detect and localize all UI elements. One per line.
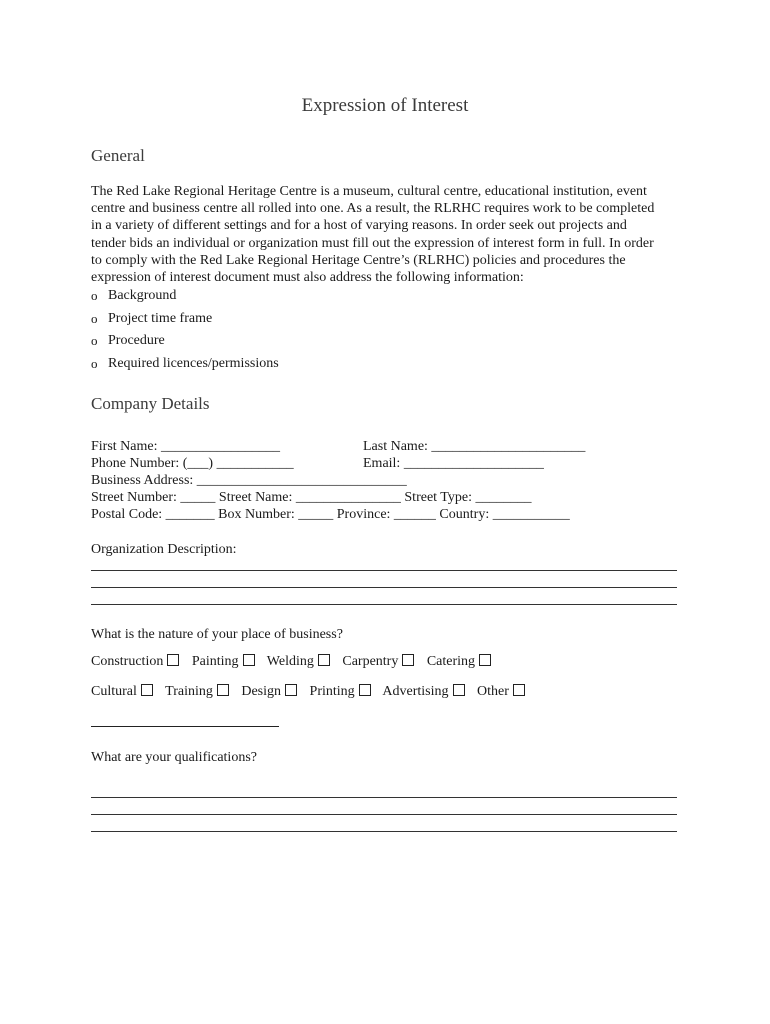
checkbox[interactable] xyxy=(359,684,371,696)
qualifications-line[interactable] xyxy=(91,831,677,832)
option-printing[interactable] xyxy=(310,684,371,699)
option-other[interactable] xyxy=(477,684,525,699)
paragraph-line: to comply with the Red Lake Regional Heritage Centre’s (RLRHC) policies and procedures the xyxy=(91,252,626,268)
checkbox[interactable] xyxy=(217,684,229,696)
option-label: Design xyxy=(241,684,282,699)
business-address-field[interactable]: Business Address: ______________________________ xyxy=(91,473,407,488)
section-heading-company: Company Details xyxy=(91,394,210,413)
general-paragraph xyxy=(91,183,691,286)
paragraph-line: expression of interest document must also address the following information: xyxy=(91,270,524,286)
bullet-mark: o xyxy=(91,356,98,372)
option-label: Training xyxy=(165,684,213,699)
paragraph-line: in a variety of different settings and for a host of varying reasons. In order seek out projects and xyxy=(91,218,627,234)
bullet-mark: o xyxy=(91,333,98,349)
checkbox[interactable] xyxy=(402,654,414,666)
email-field[interactable]: Email: ____________________ xyxy=(363,456,544,471)
business-type-row-1 xyxy=(91,653,500,670)
checkbox[interactable] xyxy=(285,684,297,696)
option-label: Other xyxy=(477,684,509,699)
bullet-mark: o xyxy=(91,310,98,326)
checkbox[interactable] xyxy=(479,654,491,666)
option-label: Cultural xyxy=(91,684,137,699)
option-label: Advertising xyxy=(382,684,449,699)
option-label: Welding xyxy=(266,654,314,669)
paragraph-line: The Red Lake Regional Heritage Centre is a museum, cultural centre, educational institution, event xyxy=(91,184,647,199)
list-item xyxy=(91,355,279,378)
option-carpentry[interactable] xyxy=(342,654,414,669)
option-training[interactable] xyxy=(165,684,229,699)
qualifications-line[interactable] xyxy=(91,797,677,798)
page-title: Expression of Interest xyxy=(301,95,469,116)
org-description-line[interactable] xyxy=(91,570,677,571)
checkbox[interactable] xyxy=(141,684,153,696)
bullet-text: Required licences/permissions xyxy=(108,356,279,372)
org-description-line[interactable] xyxy=(91,587,677,588)
option-label: Construction xyxy=(91,654,164,669)
checkbox[interactable] xyxy=(243,654,255,666)
bullet-text: Background xyxy=(108,288,177,303)
qualifications-question: What are your qualifications? xyxy=(91,750,257,765)
checkbox[interactable] xyxy=(453,684,465,696)
last-name-field[interactable]: Last Name: ______________________ xyxy=(363,439,586,454)
checkbox[interactable] xyxy=(513,684,525,696)
checkbox[interactable] xyxy=(167,654,179,666)
org-description-line[interactable] xyxy=(91,604,677,605)
other-specify-line[interactable] xyxy=(91,726,279,727)
option-design[interactable] xyxy=(241,684,297,699)
first-name-field[interactable]: First Name: _________________ xyxy=(91,439,280,454)
option-label: Painting xyxy=(191,654,239,669)
bullet-text: Project time frame xyxy=(108,310,213,326)
nature-question: What is the nature of your place of business? xyxy=(91,627,343,642)
bullet-text: Procedure xyxy=(108,333,165,349)
section-heading-general: General xyxy=(91,146,145,165)
option-advertising[interactable] xyxy=(382,684,464,699)
business-type-row-2 xyxy=(91,683,534,700)
option-welding[interactable] xyxy=(267,654,330,669)
option-catering[interactable] xyxy=(427,654,491,669)
option-label: Carpentry xyxy=(342,654,399,669)
qualifications-line[interactable] xyxy=(91,814,677,815)
list-item xyxy=(91,332,279,355)
option-construction[interactable] xyxy=(91,654,179,669)
street-fields-row[interactable]: Street Number: _____ Street Name: _______________ Street Type: ________ xyxy=(91,490,532,505)
org-description-label: Organization Description: xyxy=(91,542,237,557)
bullet-mark: o xyxy=(91,288,98,303)
option-cultural[interactable] xyxy=(91,684,153,699)
option-painting[interactable] xyxy=(192,654,255,669)
option-label: Printing xyxy=(309,684,355,699)
phone-number-field[interactable]: Phone Number: (___) ___________ xyxy=(91,456,294,471)
option-label: Catering xyxy=(426,654,476,669)
paragraph-line: tender bids an individual or organization must fill out the expression of interest form in full. In order xyxy=(91,235,654,251)
paragraph-line: centre and business centre all rolled into one. As a result, the RLRHC requires work to be completed xyxy=(91,201,655,217)
postal-fields-row[interactable]: Postal Code: _______ Box Number: _____ Province: ______ Country: ___________ xyxy=(91,507,570,522)
list-item xyxy=(91,310,279,333)
list-item xyxy=(91,287,279,310)
info-bullet-list xyxy=(91,287,279,378)
checkbox[interactable] xyxy=(318,654,330,666)
